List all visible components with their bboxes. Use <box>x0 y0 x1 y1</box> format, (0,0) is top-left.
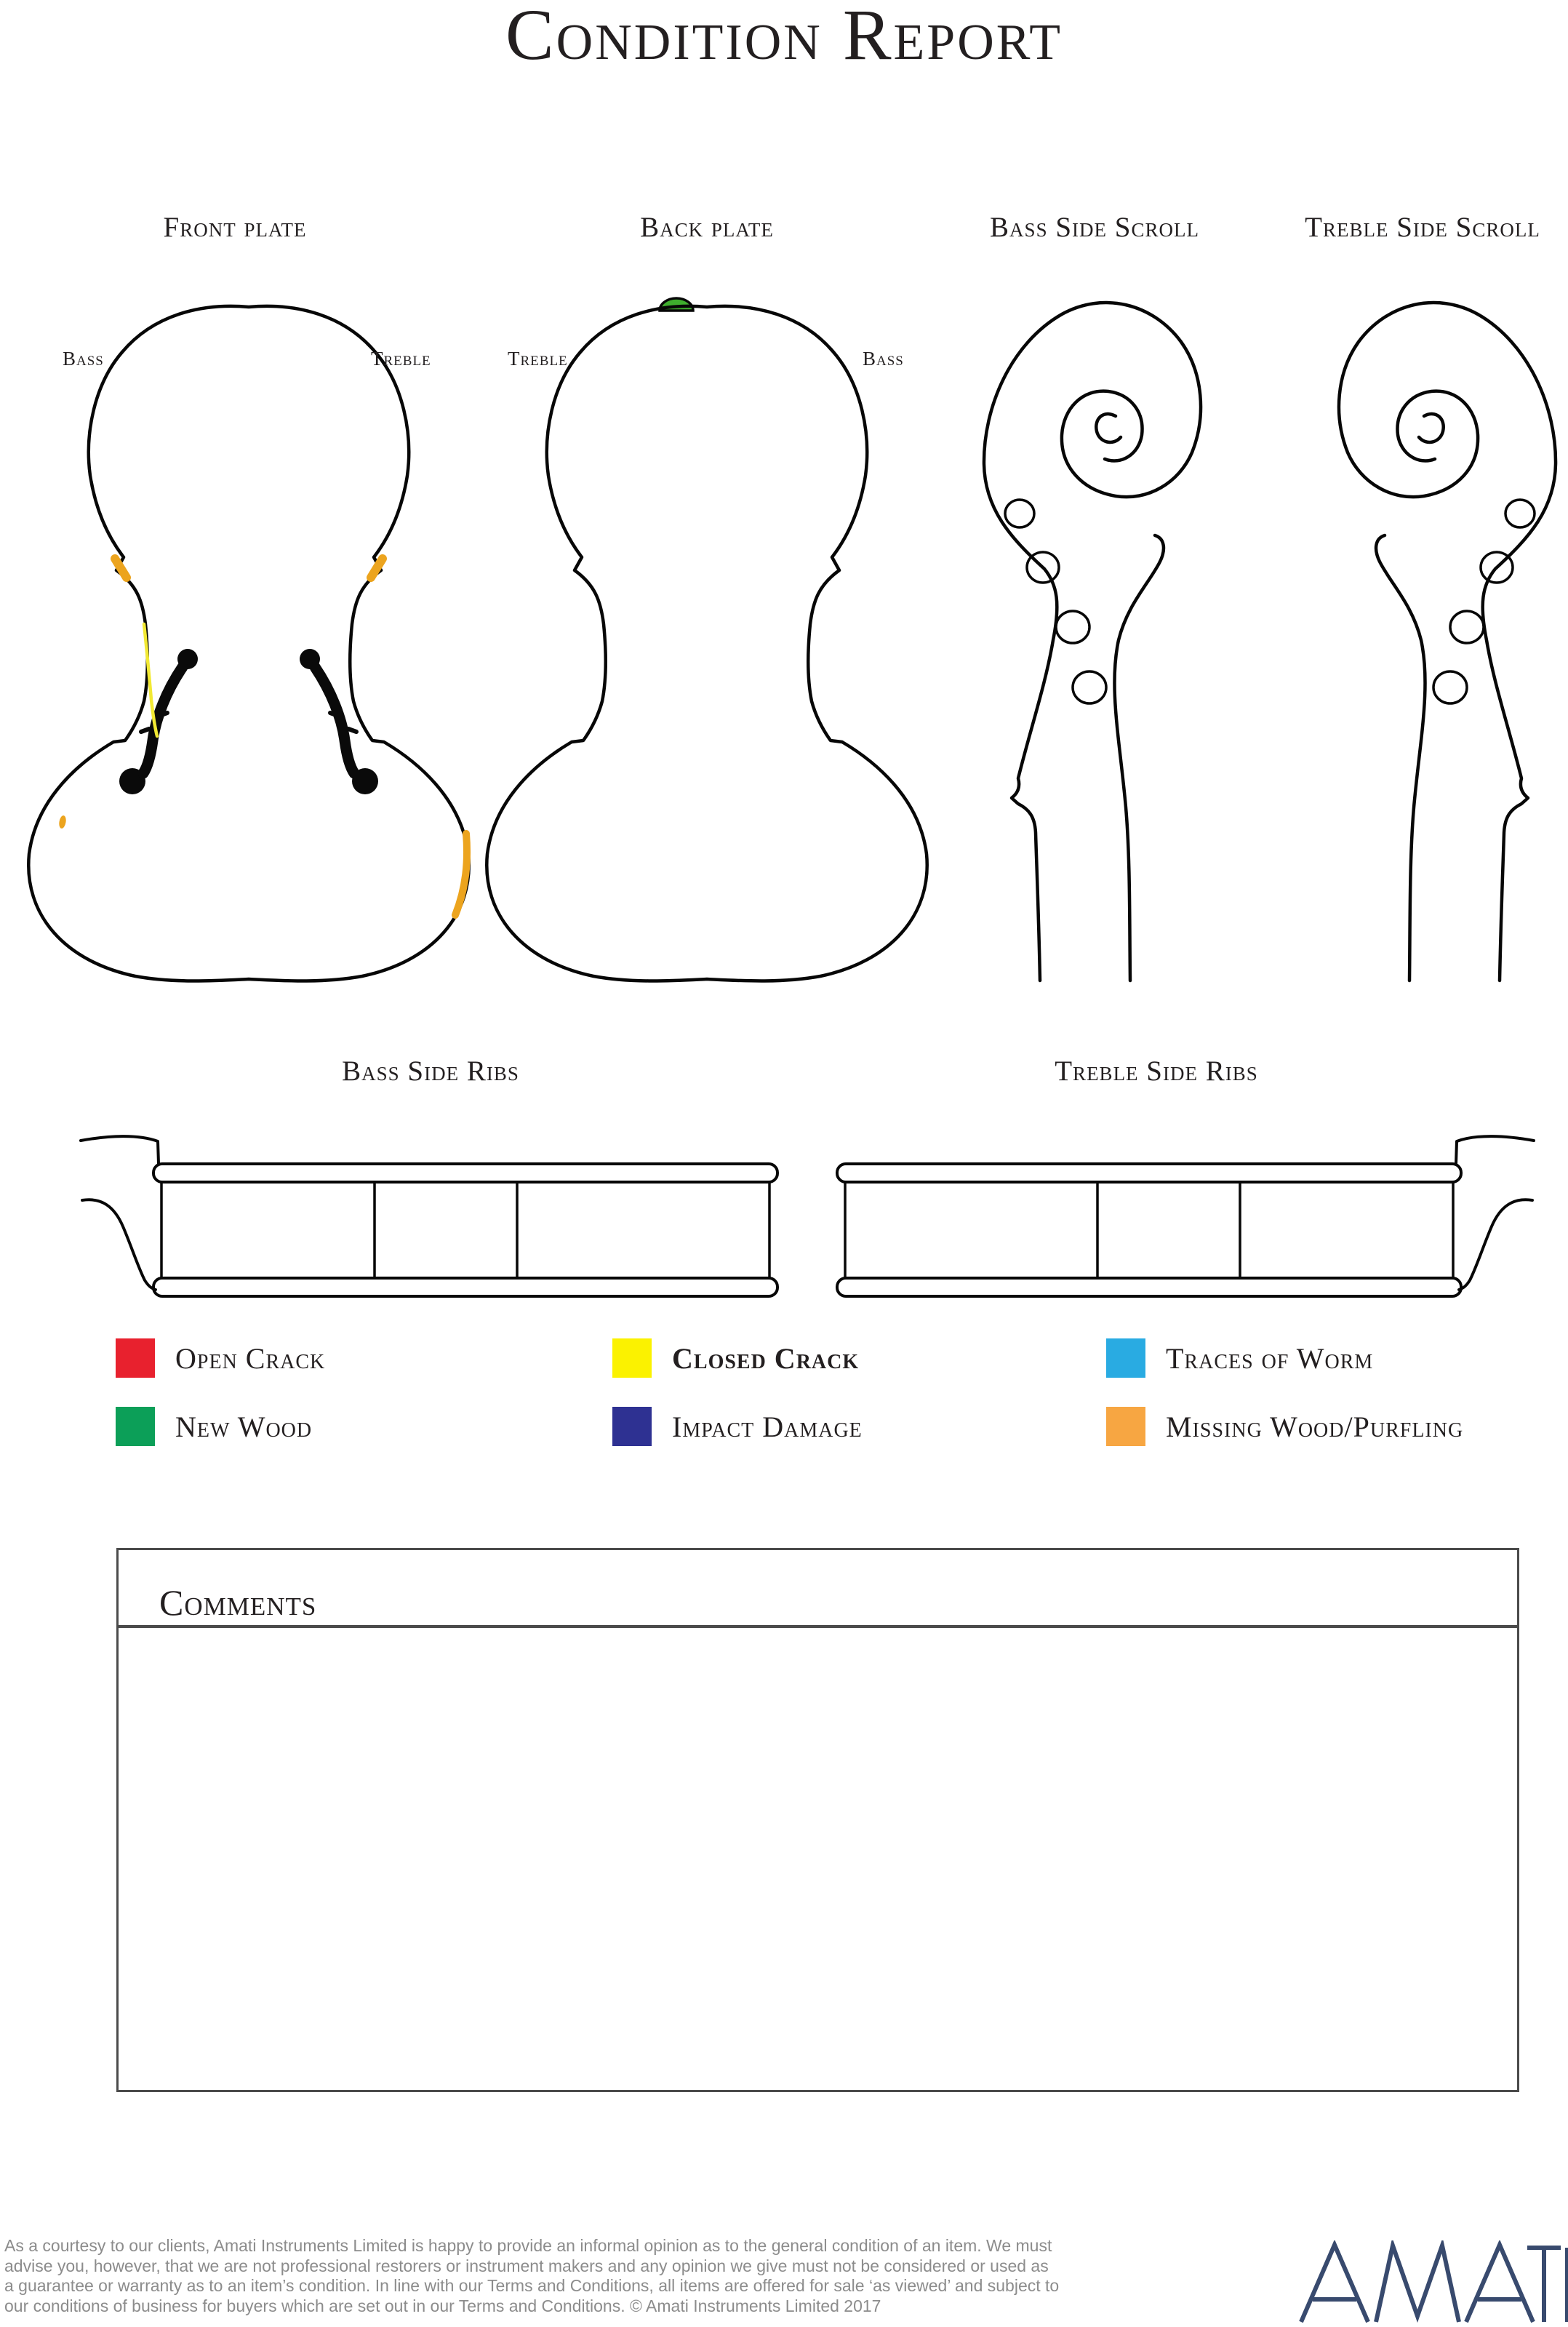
legend-item-traces-of-worm <box>1106 1338 1373 1378</box>
comments-body <box>119 1628 1517 2079</box>
treble-f-hole <box>300 649 378 794</box>
amati-logo <box>1297 2240 1568 2326</box>
back-plate-bass-label: Bass <box>863 348 904 370</box>
page-title: Condition Report <box>505 0 1063 75</box>
legend-item-closed-crack <box>612 1338 859 1378</box>
open-crack-label: Open Crack <box>175 1341 326 1375</box>
front-plate-diagram <box>15 295 484 988</box>
missing-wood-purfling-swatch <box>1106 1407 1145 1446</box>
legend-item-missing-wood-purfling <box>1106 1407 1463 1446</box>
legend-item-new-wood <box>116 1407 312 1446</box>
new-wood-label: New Wood <box>175 1410 313 1443</box>
treble-ribs-outline <box>837 1136 1534 1296</box>
comments-box <box>116 1548 1519 2092</box>
footer-line-4: our conditions of business for buyers which are set out in our Terms and Conditions. © Amati Instruments Limited 2017 <box>4 2296 881 2315</box>
treble-ribs-title: Treble Side Ribs <box>1055 1055 1258 1087</box>
treble-scroll-title: Treble Side Scroll <box>1305 212 1540 243</box>
closed-crack-swatch <box>612 1338 652 1378</box>
missing-purfling-edge-mark <box>455 834 467 915</box>
bass-scroll-outline <box>984 303 1201 981</box>
missing-purfling-dot-mark <box>58 815 67 829</box>
bass-ribs-title: Bass Side Ribs <box>342 1055 519 1087</box>
missing-wood-purfling-label: Missing Wood/Purfling <box>1166 1410 1464 1443</box>
traces-of-worm-swatch <box>1106 1338 1145 1378</box>
bass-ribs-outline <box>81 1136 777 1296</box>
front-plate-outline <box>28 306 468 981</box>
footer-line-1: As a courtesy to our clients, Amati Instruments Limited is happy to provide an informal opinion as to the general condition of an item. We must <box>4 2236 1052 2255</box>
impact-damage-swatch <box>612 1407 652 1446</box>
footer-line-3: a guarantee or warranty as to an item’s condition. In line with our Terms and Conditions, all items are offered for sale ‘as viewed’ and subject to <box>4 2276 1060 2295</box>
traces-of-worm-label: Traces of Worm <box>1166 1341 1374 1375</box>
treble-scroll-diagram <box>1322 291 1567 983</box>
treble-scroll-outline <box>1339 303 1556 981</box>
comments-title: Comments <box>159 1582 317 1623</box>
bass-scroll-title: Bass Side Scroll <box>990 212 1199 243</box>
open-crack-swatch <box>116 1338 155 1378</box>
front-plate-bass-label: Bass <box>63 348 104 370</box>
back-plate-diagram <box>473 295 942 988</box>
footer-disclaimer <box>4 2236 1059 2316</box>
footer-line-2: advise you, however, that we are not professional restorers or instrument makers and any opinion we give must not be considered or used as <box>4 2256 1049 2275</box>
legend-item-impact-damage <box>612 1407 863 1446</box>
closed-crack-label: Closed Crack <box>672 1341 860 1375</box>
missing-purfling-corner-treble-mark <box>371 559 383 578</box>
front-plate-title: Front plate <box>163 212 307 243</box>
comments-header <box>119 1550 1517 1628</box>
missing-purfling-corner-bass-mark <box>115 559 127 578</box>
amati-logo-glyphs <box>1297 2240 1568 2326</box>
bass-ribs-diagram <box>76 1129 785 1300</box>
back-plate-treble-label: Treble <box>508 348 568 370</box>
back-plate-title: Back plate <box>640 212 774 243</box>
new-wood-swatch <box>116 1407 155 1446</box>
bass-f-hole <box>119 649 198 794</box>
front-plate-treble-label: Treble <box>371 348 431 370</box>
legend-item-open-crack <box>116 1338 325 1378</box>
back-plate-outline <box>487 306 927 981</box>
treble-ribs-diagram <box>829 1129 1538 1300</box>
impact-damage-label: Impact Damage <box>672 1410 863 1443</box>
bass-scroll-diagram <box>973 291 1217 983</box>
